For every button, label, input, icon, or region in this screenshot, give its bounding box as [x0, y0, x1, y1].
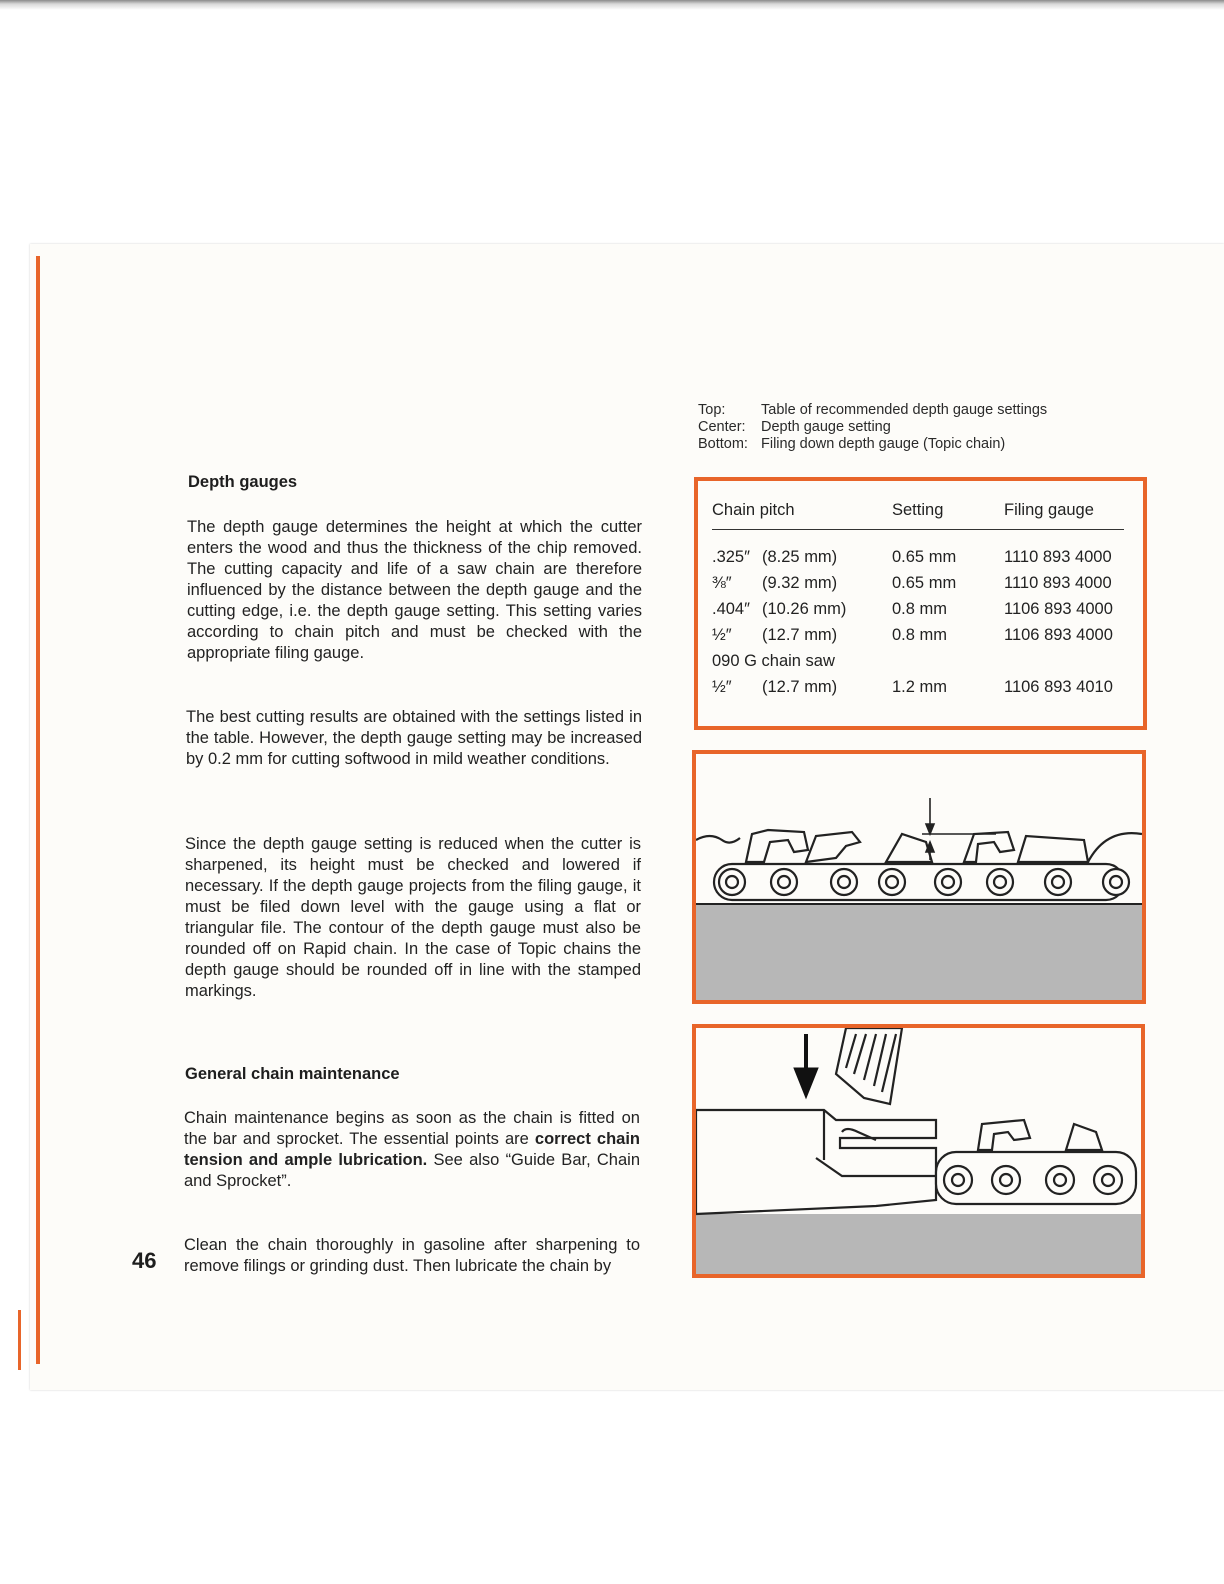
- scan-top-edge: [0, 0, 1224, 10]
- heading-depth-gauges: Depth gauges: [188, 473, 298, 491]
- paragraph-maintenance: Chain maintenance begins as soon as the chain is fitted on the bar and sprocket. The essential points are correct chain tension and ample lubrication. See also “Guide Bar, Chain and Sprocket”.: [184, 1109, 640, 1190]
- paragraph-sharpening: Since the depth gauge setting is reduced when the cutter is sharpened, its height must be checked and lowered if necessary. If the depth gauge projects from the filing gauge, it must be filed down level with the gauge using a flat or triangular file. The contour of the depth gauge must also be rounded off on Rapid chain. In the case of Topic chains the depth gauge should be rounded off in line with the stamped markings.: [185, 835, 641, 1000]
- table-row: ⅜″ (9.32 mm) 0.65 mm 1110 893 4000: [712, 574, 1112, 592]
- depth-gauge-setting-illustration-icon: [696, 754, 1142, 1000]
- depth-gauge-arrows-icon: [922, 798, 996, 860]
- emphasis-tension-lubrication: correct chain tension and ample lubrication.: [184, 1130, 640, 1169]
- page-number: 46: [132, 1248, 157, 1273]
- caption-center: Center: Depth gauge setting: [698, 419, 891, 435]
- settings-table-frame: [694, 477, 1147, 730]
- table-row: ½″ (12.7 mm) 0.8 mm 1106 893 4000: [712, 626, 1113, 644]
- page-edge-accent: [36, 256, 40, 1364]
- caption-top: Top: Table of recommended depth gauge settings: [698, 402, 1048, 418]
- paragraph-depth-gauge-intro: The depth gauge determines the height at which the cutter enters the wood and thus the thickness of the chip removed. The cutting capacity and life of a saw chain are therefore influenced by the distance between the depth gauge and the cutting edge, i.e. the depth gauge setting. This setting varies according to chain pitch and must be checked with the appropriate filing gauge.: [187, 518, 642, 662]
- chain-links: [696, 830, 1142, 900]
- header-setting: Setting: [892, 497, 1004, 530]
- table-row: .404″ (10.26 mm) 0.8 mm 1106 893 4000: [712, 600, 1113, 618]
- table-header-row: [712, 497, 1124, 530]
- depth-gauge-settings-table: [712, 497, 1124, 701]
- page-edge-accent-lower: [18, 1310, 21, 1370]
- caption-bottom: Bottom: Filing down depth gauge (Topic chain): [698, 436, 1006, 452]
- wood-block: [696, 1214, 1141, 1274]
- heading-general-maintenance: General chain maintenance: [185, 1065, 400, 1083]
- header-chain-pitch: Chain pitch: [712, 497, 892, 530]
- table-row: ½″ (12.7 mm) 1.2 mm 1106 893 4010: [712, 678, 1113, 696]
- paragraph-best-results: The best cutting results are obtained with the settings listed in the table. However, the depth gauge setting may be increased by 0.2 mm for cutting softwood in mild weather conditions.: [186, 708, 642, 768]
- down-arrow-icon: [794, 1034, 818, 1098]
- header-filing-gauge: Filing gauge: [1004, 497, 1124, 530]
- wood-block: [696, 904, 1142, 1000]
- table-subheading-row: 090 G chain saw: [712, 652, 835, 670]
- filing-depth-gauge-illustration-icon: [696, 1028, 1141, 1274]
- filing-depth-gauge-figure: [692, 1024, 1145, 1278]
- figure-caption: [698, 402, 1118, 453]
- depth-gauge-setting-figure: [692, 750, 1146, 1004]
- flat-file-icon: [836, 1028, 902, 1104]
- filing-gauge-tool: [696, 1110, 936, 1214]
- paragraph-cleaning: Clean the chain thoroughly in gasoline after sharpening to remove filings or grinding dust. Then lubricate the chain by: [184, 1236, 640, 1275]
- table-row: .325″ (8.25 mm) 0.65 mm 1110 893 4000: [712, 548, 1112, 566]
